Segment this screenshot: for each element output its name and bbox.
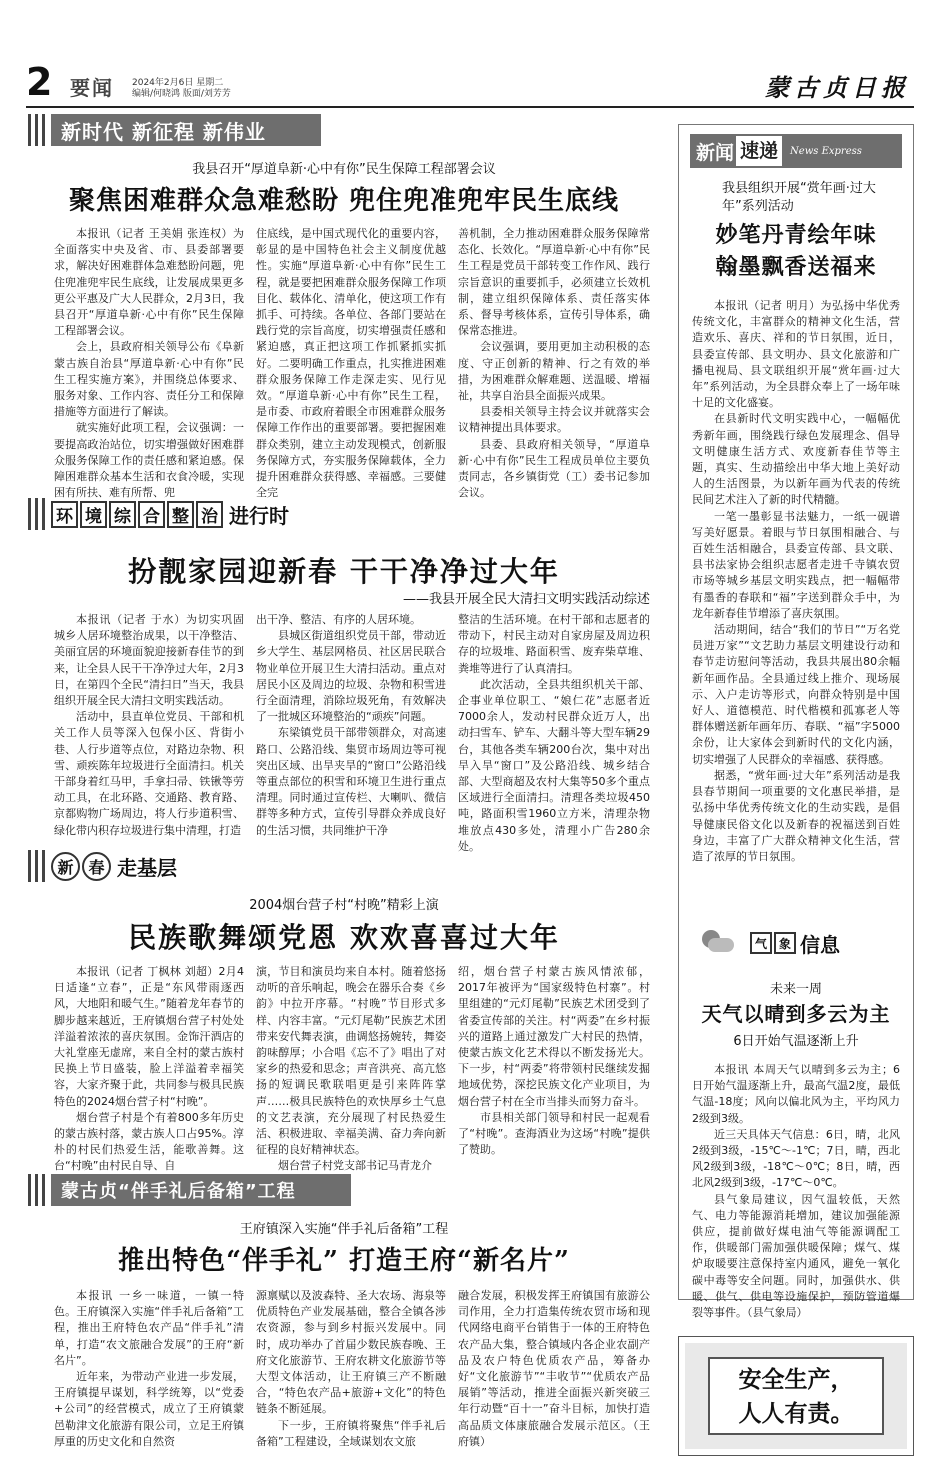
boxed-char: 治 (196, 501, 223, 528)
paragraph: 县气象局建议，因气温较低，天然气、电力等能源消耗增加，建议加强能源供应，提前做好煤电油气等能源调配工作，供暖部门需加强供暖保障；煤气、煤炉取暖要注意保持室内通风，避免一氧化碳中毒等安全问题。同时，加强供水、供暖、供气、供电等设施保护，预防管道爆裂等事件。（县气象局） (692, 1192, 900, 1320)
article3-col1 (54, 964, 244, 1173)
weather-after: 信息 (800, 932, 840, 957)
banner-label: 蒙古贞“伴手礼后备箱”工程 (51, 1174, 351, 1206)
sidebar-art-headline-2: 翰墨飘香送福来 (715, 254, 877, 280)
masthead: 蒙古贞日报 (765, 73, 910, 102)
paragraph: 本报讯（记者 王美娟 张连权）为全面落实中央及省、市、县委部署要求，解决好困难群体急难愁盼问题，兜住兜准兜牢民生底线，让发展成果更多更公平惠及广大人民群众，2月3日，我县召开“厚道阜新·心中有你”民生保障工程部署会议。 (54, 227, 244, 338)
article4-col3 (458, 1288, 650, 1452)
article3-col2 (256, 964, 446, 1173)
paragraph: 出干净、整洁、有序的人居环境。 (256, 613, 421, 626)
paragraph: 善机制，全力推动困难群众服务保障常态化、长效化。“厚道阜新·心中有你”民生工程是党员干部转变工作作风、践行宗旨意识的重要抓手，必须建立长效机制，建立组织保障体系、责任落实体系、督导考核体系，宣传引导体系，确保常态推进。 (458, 227, 650, 338)
paragraph: 此次活动，全县共组织机关干部、企事业单位职工、“娘仁花”志愿者近7000余人，发动村民群众近万人，出动扫雪车、铲车、大翻斗等大型车辆29台，其他各类车辆200台次，集中对出旱入旱“窗口”及公路沿线、城乡结合部、大型商超及农村大集等50多个重点区域进行全面清扫。清理各类垃圾450吨，路面积雪1960立方米，清理杂物堆放点430多处，清理小广告280余处。 (458, 677, 650, 853)
weather-body (692, 1062, 900, 1320)
article3-headline: 民族歌舞颂党恩 欢欢喜喜过大年 (128, 921, 560, 954)
header-rule (26, 106, 914, 108)
paragraph: 县城区街道组织党员干部，带动近乡大学生、基层网格员、社区居民联合物业单位开展卫生大清扫活动。重点对居民小区及周边的垃圾、杂物和积雪进行全面清理，消除垃圾死角，有效解决了一批城区环境整治的“顽疾”问题。 (256, 629, 446, 724)
paragraph: 住底线，是中国式现代化的重要内容，彰显的是中国特色社会主义制度优越性。实施“厚道阜新·心中有你”民生工程，就是要把困难群众服务保障工作项目化、载体化、清单化，使这项工作有抓手、可持续。各单位、各部门要站在践行党的宗旨高度，切实增强责任感和紧迫感，真正把这项工作抓紧抓实抓好。二要明确工作重点，扎实推进困难群众服务保障工作走深走实、见行见效。“厚道阜新·心中有你”民生工程，是市委、市政府着眼全市困难群众服务保障工作作出的重要部署。要把握困难群众类别，建立主动发现模式，创新服务保障方式，夯实服务保障载体，全力提升困难群众获得感、幸福感。三要健全完 (256, 227, 446, 500)
weather-headline: 天气以晴到多云为主 (701, 1002, 891, 1026)
circled-char: 新 (51, 852, 80, 881)
boxed-char: 气 (750, 932, 772, 954)
article4-headline: 推出特色“伴手礼” 打造王府“新名片” (118, 1246, 570, 1276)
article2-col3 (458, 612, 650, 853)
paragraph: 东梁镇党员干部带领群众，对高速路口、公路沿线、集贸市场周边等可视突出区域、出旱夹旱的“窗口”公路沿线等重点部位的积雪和环境卫生进行重点清理。同时通过宣传栏、大喇叭、微信群等多种方式，宣传引导群众养成良好的生活习惯，共同维护干净 (256, 726, 446, 837)
banner-spring-grassroots (28, 850, 660, 882)
article2-col2 (256, 612, 446, 840)
paragraph: 本报讯（记者 丁枫林 刘超）2月4日适逢“立春”，正是“东风带雨逐西风，大地阳和暖气生。”随着龙年春节的脚步越来越近，王府镇烟台营子村处处洋溢着浓浓的喜庆氛围。金饰汗酒店的大礼堂座无虚席，来自全村的蒙古族村民换上节日盛装，脸上洋溢着幸福笑容，大家齐聚于此，共同参与极具民族特色的2024烟台营子村“村晚”。 (54, 965, 244, 1108)
sidebar-art-kicker: 我县组织开展“赏年画·过大年”系列活动 (722, 181, 876, 214)
sun-cloud-icon (700, 930, 734, 956)
boxed-char: 综 (109, 501, 136, 528)
paragraph: 县委、县政府相关领导，“厚道阜新·心中有你”民生工程成员单位主要负责同志，各乡镇街党（工）委书记参加会议。 (458, 437, 650, 500)
news-express-label-2: 速递 (736, 136, 782, 166)
banner-label: 新时代 新征程 新伟业 (51, 114, 321, 146)
paragraph: 下一步，王府镇将聚焦“伴手礼后备箱”工程建设，全域谋划农文旅 (256, 1418, 446, 1448)
article3-kicker: 2004烟台营子村“村晚”精彩上演 (249, 898, 439, 913)
article1-col1 (54, 226, 244, 500)
paragraph: 据悉，“赏年画·过大年”系列活动是我县春节期间一项重要的文化惠民举措，是弘扬中华优秀传统文化的生动实践，是倡导健康民俗文化以及新春的祝福送到百姓身边，丰富了广大群众精神文化生活，营造了浓厚的节日氛围。 (692, 768, 900, 863)
paragraph: 本报讯（记者 于水）为切实巩固城乡人居环境整治成果，以干净整洁、美丽宜居的环境面貌迎接新春佳节的到来，让全县人民干干净净过大年，2月3日，在第四个全民“清扫日”当天，我县组织开展全民大清扫文明实践活动。 (54, 613, 244, 708)
banner-after: 进行时 (229, 503, 289, 528)
paragraph: 会议强调，要用更加主动积极的态度、守正创新的精神、行之有效的举措，为困难群众解难题、送温暖、增福祉，共享自治县全面振兴成果。 (458, 340, 650, 403)
article4-kicker: 王府镇深入实施“伴手礼后备箱”工程 (239, 1222, 449, 1237)
boxed-char: 境 (80, 501, 107, 528)
news-express-label-1: 新闻 (696, 141, 735, 164)
article1-col3 (458, 226, 650, 500)
paragraph: 市县相关部门领导和村民一起观看了“村晚”。查海酒业为这场“村晚”提供了赞助。 (458, 1110, 650, 1157)
paragraph: 本报讯 本周天气以晴到多云为主；6日开始气温逐渐上升，最高气温2度，最低气温-18度；风向以偏北风为主，平均风力2级到3级。 (692, 1063, 900, 1125)
article2-col1 (54, 612, 244, 840)
paragraph: 烟台营子村党支部书记马青龙介 (278, 1159, 432, 1173)
article2-headline: 扮靓家园迎新春 干干净净过大年 (128, 555, 560, 588)
editor-line: 编辑/何晓鸿 版面/刘芳芳 (132, 89, 231, 99)
paragraph: 绍，烟台营子村蒙古族风情浓郁，2017年被评为“国家级特色村寨”。村里组建的“元灯尾勒”民族艺术团受到了省委宣传部的关注。村“两委”在乡村振兴的道路上通过激发广大村民的热情，使蒙古族文化艺术得以不断发扬光大。下一步，村“两委”将带领村民继续发掘地域优势，深挖民族文化产业项目，为烟台营子村在全市当排头而努力奋斗。 (458, 965, 650, 1108)
page-number: 2 (26, 60, 53, 104)
paragraph: 融合发展，积极发挥王府镇国有旅游公司作用，全力打造集传统农贸市场和现代网络电商平台销售于一体的王府特色农产品大集，整合镇域内各企业农副产品及农户特色优质农产品，筹备办好“文化旅游节”“丰收节”“优质农产品展销”等活动，推进全面振兴新突破三年行动暨“百十一”奋斗目标，加快打造高品质文体康旅融合发展示范区。（王府镇） (458, 1289, 650, 1448)
news-express-english: News Express (790, 145, 862, 157)
circled-char: 春 (82, 852, 111, 881)
banner-stripes (28, 114, 45, 146)
banner-circled-chars (51, 852, 111, 881)
paragraph: 近三天具体天气信息：6日，晴，北风2级到3级，-15℃～-1℃；7日，晴，西北风2级到3级，-18℃～0℃；8日，晴，西北风2级到3级，-17℃～0℃。 (692, 1127, 900, 1190)
article3-col3 (458, 964, 650, 1160)
sidebar-art-headline-1: 妙笔丹青绘年味 (715, 222, 877, 248)
paragraph: 本报讯 一乡一味道，一镇一特色。王府镇深入实施“伴手礼后备箱”工程，推出王府特色农产品“伴手礼”清单，打造“农文旅融合发展”的王府“新名片”。 (54, 1289, 244, 1367)
paragraph: 源禀赋以及波森特、圣大农场、海泉等优质特色产业发展基础，整合全镇各涉农资源，参与到乡村振兴发展中。同时，成功举办了首届少数民族春晚、王府文化旅游节、王府农耕文化旅游节等大型文体活动，让王府镇三产不断融合，“特色农产品+旅游+文化”的特色链条不断延展。 (256, 1289, 446, 1416)
banner-stripes (28, 498, 45, 530)
paragraph: 一笔一墨彰显书法魅力，一纸一砚谱写美好愿景。着眼与节日氛围相融合、与百姓生活相融合，县委宣传部、县文联、县书法家协会组织志愿者走进千寺镇农贸市场等城乡基层文明实践点，把一幅幅带有墨香的春联和“福”字送到群众手中，为龙年新春佳节增添了喜庆氛围。 (692, 509, 900, 620)
header-meta (132, 78, 231, 100)
date-line: 2024年2月6日 星期二 (132, 78, 224, 88)
boxed-char: 环 (51, 501, 78, 528)
paragraph: 在县新时代文明实践中心，一幅幅优秀新年画，围绕践行绿色发展理念、倡导文明健康生活方式、欢度新春佳节等主题，真实、生动描绘出中华大地上美好动人的生活图景，为以新年画为代表的传统民间艺术注入了新的时代精髓。 (692, 412, 900, 507)
article1-col2 (256, 226, 446, 500)
weather-banner (686, 926, 906, 960)
boxed-char: 合 (138, 501, 165, 528)
weather-subhead: 6日开始气温逐渐上升 (733, 1034, 859, 1049)
sidebar-art-body (692, 298, 900, 912)
banner-new-era (28, 114, 660, 146)
safety-slogan-box (678, 1336, 914, 1456)
weather-kicker: 未来一周 (769, 982, 822, 997)
paragraph: 县委相关领导主持会议并就落实会议精神提出具体要求。 (458, 405, 650, 435)
paragraph: 整洁的生活环境。在村干部和志愿者的带动下，村民主动对自家房屋及周边积存的垃圾堆、路面积雪、废弃柴草堆、粪堆等进行了认真清扫。 (458, 613, 650, 675)
paragraph: 烟台营子村是个有着800多年历史的蒙古族村落，蒙古族人口占95%。淳朴的村民们热爱生活，能歌善舞。这台“村晚”由村民自导、自 (54, 1110, 244, 1173)
banner-stripes (28, 850, 45, 882)
safety-slogan-frame (685, 1343, 907, 1449)
banner-after: 走基层 (117, 855, 177, 880)
article4-col1 (54, 1288, 244, 1452)
paragraph: 近年来，为带动产业进一步发展，王府镇提早谋划，科学统筹，以“党委+公司”的经营模式，成立了王府镇蒙邑勒津文化旅游有限公司，立足王府镇厚重的历史文化和自然资 (54, 1370, 244, 1448)
banner-gift-trunk (28, 1174, 660, 1206)
banner-boxed-chars (51, 501, 223, 528)
paragraph: 会上，县政府相关领导公布《阜新蒙古族自治县“厚道阜新·心中有你”民生工程实施方案》，并围绕总体要求、服务对象、工作内容、责任分工和保障措施等方面进行了解读。 (54, 340, 244, 419)
paragraph: 本报讯（记者 明月）为弘扬中华优秀传统文化，丰富群众的精神文化生活，营造欢乐、喜庆、祥和的节日氛围，近日，县委宣传部、县文明办、县文化旅游和广播电视局、县文联组织开展“赏年画·过大年”系列活动，为全县群众奉上了一场年味十足的文化盛宴。 (692, 299, 900, 410)
safety-line-2: 人人有责。 (738, 1401, 854, 1427)
boxed-char: 整 (167, 501, 194, 528)
news-express-banner (690, 134, 902, 168)
paragraph: 就实施好此项工程，会议强调：一要提高政治站位，切实增强做好困难群众服务保障工作的责任感和紧迫感。保障困难群众基本生活和衣食冷暖，实现困有所扶、难有所帮、兜 (54, 421, 244, 500)
article2-subhead: ——我县开展全民大清扫文明实践活动综述 (402, 592, 650, 607)
boxed-char: 象 (774, 932, 796, 954)
weather-boxed-chars (750, 932, 796, 954)
banner-environment (28, 498, 660, 530)
article1-headline: 聚焦困难群众急难愁盼 兜住兜准兜牢民生底线 (68, 186, 620, 216)
paragraph: 演，节目和演员均来自本村。随着悠扬动听的音乐响起，晚会在器乐合奏《乡韵》中拉开序幕。“村晚”节目形式多样、内容丰富。“元灯尾勒”民族艺术团带来安代舞表演，曲调悠扬婉转，舞姿韵味醇厚；小合唱《忘不了》唱出了对家乡的热爱和思念；声音洪亮、高亢悠扬的短调民歌联唱更是引来阵阵掌声……极具民族特色的欢快厚乡土气息的文艺表演，充分展现了村民热爱生活、积极进取、幸福美满、奋力奔向新征程的良好精神状态。 (256, 965, 446, 1157)
safety-slogan (708, 1357, 884, 1435)
section-name: 要闻 (70, 76, 114, 100)
paragraph: 活动期间，结合“我们的节日”“万名党员进万家”“文艺助力基层文明建设行动和春节走访慰问等活动，我县共展出80余幅新年画作品。全县通过线上推介、现场展示、入户走访等形式，向群众特别是中国好人、道德模范、时代楷模和孤寡老人等群体赠送新年画年历、春联、“福”字5000余份，让大家体会到新时代的文化内涵，切实增强了人民群众的幸福感、获得感。 (692, 623, 900, 766)
safety-line-1: 安全生产， (738, 1367, 854, 1393)
banner-stripes (28, 1174, 45, 1206)
paragraph: 活动中，县直单位党员、干部和机关工作人员等深入包保小区、背街小巷、人行步道等点位，对路边杂物、积雪、顽疾陈年垃圾进行全面清扫。机关干部身着红马甲，手拿扫帚、铁锹等劳动工具，在北环路、交通路、教育路、京都购物广场周边，将人行步道积雪、绿化带内积存垃圾进行集中清理，打造 (54, 710, 244, 837)
article1-kicker: 我县召开“厚道阜新·心中有你”民生保障工程部署会议 (192, 162, 496, 177)
article4-col2 (256, 1288, 446, 1452)
